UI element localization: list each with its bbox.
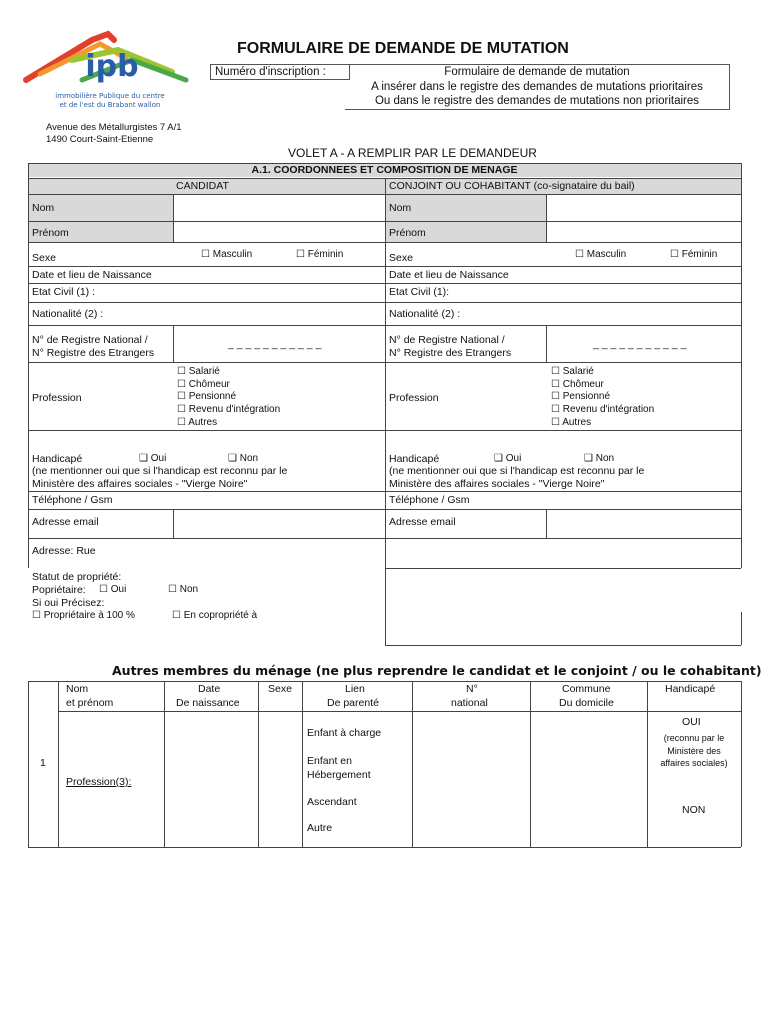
candidat-registre-label-2: N° Registre des Etrangers <box>32 347 155 359</box>
conjoint-handicap-note-2: Ministère des affaires sociales - "Vierge Noire" <box>389 478 605 490</box>
registration-line-3: Ou dans le registre des demandes de mutations non prioritaires <box>374 95 700 107</box>
conjoint-prof-salarie-checkbox[interactable]: ☐ Salarié <box>551 366 594 377</box>
others-section-title: Autres membres du ménage (ne plus reprendre le candidat et le conjoint / ou le cohabitant) <box>112 663 762 678</box>
conjoint-registre-field[interactable]: _ _ _ _ _ _ _ _ _ _ _ <box>593 338 687 350</box>
header-sexe: Sexe <box>268 683 292 695</box>
candidat-profession-options <box>177 366 280 430</box>
conjoint-prenom-field[interactable] <box>547 222 740 241</box>
header-date: Date <box>198 683 221 695</box>
candidat-prof-chomeur-checkbox[interactable]: ☐ Chômeur <box>177 378 230 390</box>
conjoint-profession-label: Profession <box>389 392 439 404</box>
candidat-prof-pensionne-checkbox[interactable]: ☐ Pensionné <box>177 391 237 403</box>
member-name-field[interactable] <box>59 712 163 770</box>
conjoint-handicap-non-checkbox[interactable]: ❑ Non <box>584 453 615 464</box>
lien-enfant-charge[interactable]: Enfant à charge <box>307 727 382 739</box>
conjoint-nom-label: Nom <box>389 202 412 214</box>
conjoint-registre-label-1: N° de Registre National / <box>389 334 505 346</box>
page-title: FORMULAIRE DE DEMANDE DE MUTATION <box>237 40 569 57</box>
candidat-etat-civil-label: Etat Civil (1) : <box>32 286 96 298</box>
conjoint-profession-options <box>551 366 654 430</box>
candidat-nom-label: Nom <box>32 202 55 214</box>
conjoint-handicap-oui-checkbox[interactable]: ❑ Oui <box>494 453 522 464</box>
candidat-nom-field[interactable] <box>174 195 384 220</box>
svg-text:ipb: ipb <box>85 49 139 84</box>
statut-propriete-label: Statut de propriété: <box>32 571 122 583</box>
candidat-prof-revenu-checkbox[interactable]: ☐ Revenu d'intégration <box>177 404 281 416</box>
address-line-2: 1490 Court-Saint-Etienne <box>46 134 154 145</box>
conjoint-naissance-label: Date et lieu de Naissance <box>389 269 509 281</box>
header-commune: Commune <box>562 683 611 695</box>
candidat-masculin-checkbox[interactable]: ☐ Masculin <box>201 249 253 260</box>
header-handicape: Handicapé <box>665 683 716 695</box>
candidat-handicap-non-checkbox[interactable]: ❑ Non <box>228 453 259 464</box>
conjoint-prof-revenu-checkbox[interactable]: ☐ Revenu d'intégration <box>551 404 655 416</box>
candidat-email-field[interactable] <box>174 510 384 537</box>
proprietaire-100-checkbox[interactable]: ☐ Propriétaire à 100 % <box>32 610 135 621</box>
header-nom: Nom <box>66 683 89 695</box>
svg-text:immobilière Publique du centre: immobilière Publique du centre <box>55 92 165 100</box>
handicap-non-option[interactable]: NON <box>682 804 706 816</box>
candidat-email-label: Adresse email <box>32 516 99 528</box>
registration-number-label: Numéro d'inscription : <box>210 64 350 80</box>
candidat-handicap-note-2: Ministère des affaires sociales - "Vierge Noire" <box>32 478 248 490</box>
header-parente: De parenté <box>327 697 379 709</box>
header-prenom: et prénom <box>66 697 114 709</box>
conjoint-prof-chomeur-checkbox[interactable]: ☐ Chômeur <box>551 378 604 390</box>
conjoint-email-label: Adresse email <box>389 516 456 528</box>
candidat-prenom-field[interactable] <box>174 222 384 241</box>
conjoint-nationalite-label: Nationalité (2) : <box>389 308 461 320</box>
candidat-handicap-note-1: (ne mentionner oui que si l'handicap est reconnu par le <box>32 465 288 477</box>
candidat-registre-label-1: N° de Registre National / <box>32 334 148 346</box>
conjoint-etat-civil-label: Etat Civil (1): <box>389 286 450 298</box>
candidat-feminin-checkbox[interactable]: ☐ Féminin <box>296 249 344 260</box>
conjoint-prof-autres-checkbox[interactable]: ☐ Autres <box>551 416 592 428</box>
proprietaire-label: Popriétaire: <box>32 584 86 596</box>
candidat-naissance-label: Date et lieu de Naissance <box>32 269 152 281</box>
adresse-rue-label: Adresse: Rue <box>32 545 96 557</box>
lien-enfant-en[interactable]: Enfant en <box>307 755 352 767</box>
candidat-prof-salarie-checkbox[interactable]: ☐ Salarié <box>177 366 220 377</box>
candidat-handicap-oui-checkbox[interactable]: ❑ Oui <box>139 453 167 464</box>
lien-ascendant[interactable]: Ascendant <box>307 796 357 808</box>
precisez-label: Si oui Précisez: <box>32 597 105 609</box>
conjoint-feminin-checkbox[interactable]: ☐ Féminin <box>670 249 718 260</box>
candidat-handicape-label: Handicapé <box>32 453 83 465</box>
conjoint-telephone-label: Téléphone / Gsm <box>389 494 470 506</box>
header-national: national <box>451 697 488 709</box>
conjoint-prof-pensionne-checkbox[interactable]: ☐ Pensionné <box>551 391 611 403</box>
candidat-nationalite-label: Nationalité (2) : <box>32 308 104 320</box>
candidat-profession-label: Profession <box>32 392 82 404</box>
ipb-logo <box>22 30 194 114</box>
candidat-sexe-label: Sexe <box>32 252 56 264</box>
candidat-prof-autres-checkbox[interactable]: ☐ Autres <box>177 416 218 428</box>
proprietaire-non-checkbox[interactable]: ☐ Non <box>168 584 199 595</box>
candidat-registre-field[interactable]: _ _ _ _ _ _ _ _ _ _ _ <box>228 338 322 350</box>
handicap-note <box>648 732 740 770</box>
conjoint-prenom-label: Prénom <box>389 227 426 239</box>
registration-info-box <box>345 64 730 110</box>
proprietaire-oui-checkbox[interactable]: ☐ Oui <box>99 584 127 595</box>
handicap-oui-option[interactable]: OUI <box>682 716 701 728</box>
company-address <box>46 122 182 146</box>
header-naissance: De naissance <box>176 697 240 709</box>
lien-hebergement[interactable]: Hébergement <box>307 769 371 781</box>
candidat-prenom-label: Prénom <box>32 227 69 239</box>
handicap-note-line-1: (reconnu par le <box>663 733 725 743</box>
header-lien: Lien <box>345 683 365 695</box>
conjoint-handicap-note-1: (ne mentionner oui que si l'handicap est reconnu par le <box>389 465 645 477</box>
copropriete-checkbox[interactable]: ☐ En copropriété à <box>172 610 258 621</box>
section-a1-heading: A.1. COORDONNEES ET COMPOSITION DE MENAGE <box>28 163 741 177</box>
registration-line-2: A insérer dans le registre des demandes de mutations prioritaires <box>371 80 703 93</box>
conjoint-handicape-label: Handicapé <box>389 453 440 465</box>
volet-heading: VOLET A - A REMPLIR PAR LE DEMANDEUR <box>288 146 537 160</box>
conjoint-registre-label-2: N° Registre des Etrangers <box>389 347 512 359</box>
member-profession-label: Profession(3): <box>66 776 132 788</box>
conjoint-sexe-label: Sexe <box>389 252 413 264</box>
member-row-number: 1 <box>40 757 46 769</box>
conjoint-email-field[interactable] <box>547 510 740 537</box>
header-domicile: Du domicile <box>559 697 614 709</box>
lien-autre[interactable]: Autre <box>307 822 333 834</box>
candidat-header: CANDIDAT <box>176 180 229 192</box>
candidat-telephone-label: Téléphone / Gsm <box>32 494 113 506</box>
conjoint-masculin-checkbox[interactable]: ☐ Masculin <box>575 249 627 260</box>
registration-line-1: Formulaire de demande de mutation <box>444 66 630 78</box>
header-numero: N° <box>466 683 478 695</box>
conjoint-nom-field[interactable] <box>547 195 740 220</box>
handicap-note-line-2: Ministère des <box>667 745 721 756</box>
svg-text:et de l'est du Brabant wallon: et de l'est du Brabant wallon <box>59 101 161 109</box>
address-line-1: Avenue des Métallurgistes 7 A/1 <box>46 122 182 133</box>
conjoint-header: CONJOINT OU COHABITANT (co-signataire du bail) <box>389 180 635 192</box>
handicap-note-line-3: affaires sociales) <box>660 758 728 768</box>
